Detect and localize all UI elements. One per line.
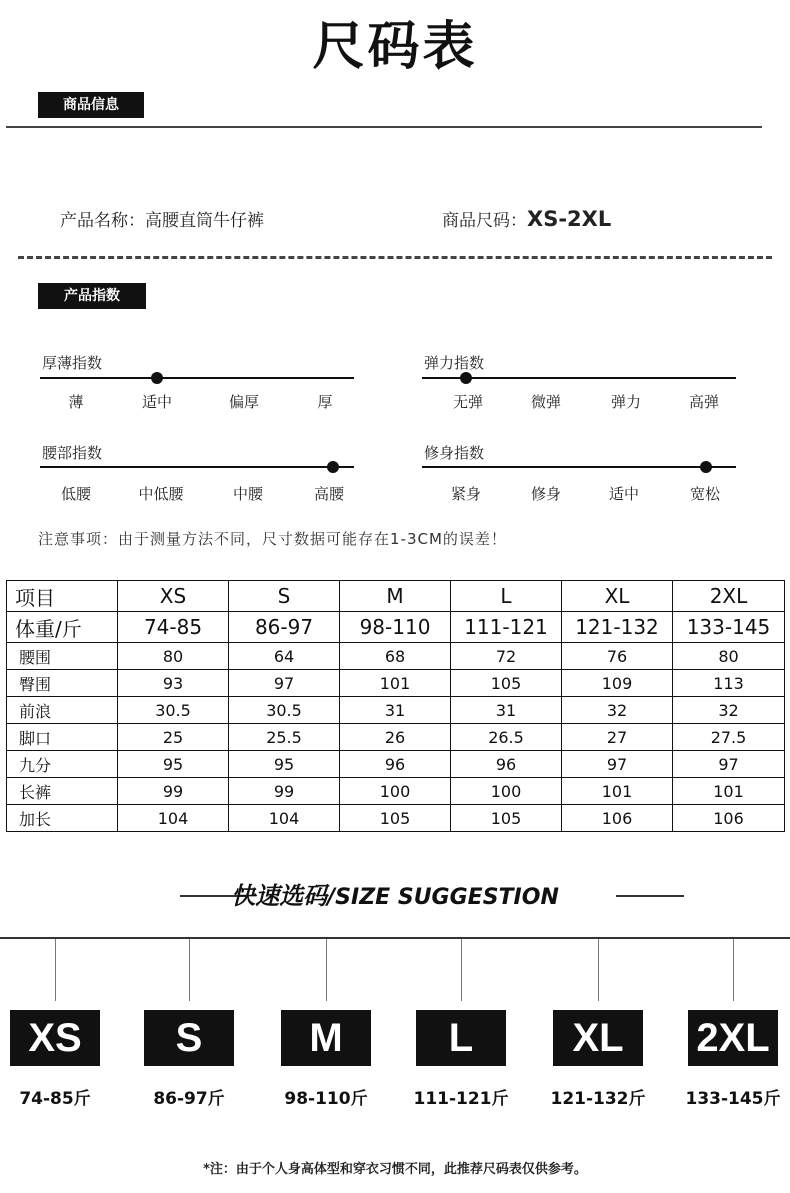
table-header-cell: 项目 [7, 581, 118, 612]
elasticity-option: 弹力 [610, 393, 641, 411]
table-cell: 105 [451, 805, 562, 832]
product-info-tag: 商品信息 [38, 92, 144, 118]
table-header-cell: 2XL [673, 581, 785, 612]
size-weight-s: 86-97斤 [153, 1089, 225, 1109]
size-tick [461, 939, 462, 1001]
table-cell: 26 [340, 724, 451, 751]
table-cell: 109 [562, 670, 673, 697]
thickness-option: 适中 [141, 393, 172, 411]
waist-index-marker [327, 461, 339, 473]
waist-option: 中低腰 [138, 485, 184, 503]
table-header-cell: XS [118, 581, 229, 612]
table-cell: 97 [562, 751, 673, 778]
table-cell: 99 [229, 778, 340, 805]
table-cell: 86-97 [229, 612, 340, 643]
size-box-xl: XL [553, 1010, 643, 1066]
table-cell: 105 [451, 670, 562, 697]
table-cell: 脚口 [7, 724, 118, 751]
table-cell: 27.5 [673, 724, 785, 751]
product-name [60, 206, 264, 231]
thickness-index-marker [151, 372, 163, 384]
table-cell: 74-85 [118, 612, 229, 643]
fit-option: 紧身 [450, 485, 481, 503]
dashed-divider [18, 256, 772, 259]
table-header-row [7, 581, 785, 612]
elasticity-option: 高弹 [688, 393, 719, 411]
table-header-cell: M [340, 581, 451, 612]
table-cell: 80 [673, 643, 785, 670]
product-index-tag: 产品指数 [38, 283, 146, 309]
table-row [7, 670, 785, 697]
size-suggestion-title-cn: 快速选码 [231, 882, 328, 910]
table-cell: 100 [340, 778, 451, 805]
measurement-notice: 注意事项：由于测量方法不同，尺寸数据可能存在1-3CM的误差！ [38, 530, 507, 548]
size-box-l: L [416, 1010, 506, 1066]
size-box-2xl: 2XL [688, 1010, 778, 1066]
table-cell: 96 [340, 751, 451, 778]
size-weight-m: 98-110斤 [284, 1089, 368, 1109]
table-cell: 25.5 [229, 724, 340, 751]
table-header-cell: L [451, 581, 562, 612]
table-cell: 30.5 [229, 697, 340, 724]
table-cell: 95 [118, 751, 229, 778]
table-cell: 80 [118, 643, 229, 670]
table-row [7, 751, 785, 778]
table-cell: 101 [673, 778, 785, 805]
table-cell: 93 [118, 670, 229, 697]
table-cell: 104 [118, 805, 229, 832]
table-cell: 99 [118, 778, 229, 805]
table-cell: 76 [562, 643, 673, 670]
table-cell: 105 [340, 805, 451, 832]
size-box-s: S [144, 1010, 234, 1066]
product-size-label: 商品尺码： [442, 211, 527, 231]
size-weight-2xl: 133-145斤 [685, 1089, 781, 1109]
table-cell: 27 [562, 724, 673, 751]
thickness-option: 厚 [317, 393, 333, 411]
table-cell: 106 [562, 805, 673, 832]
table-cell: 95 [229, 751, 340, 778]
size-tick [189, 939, 190, 1001]
size-weight-xs: 74-85斤 [19, 1089, 91, 1109]
table-cell: 九分 [7, 751, 118, 778]
table-cell: 体重/斤 [7, 612, 118, 643]
fit-index-marker [700, 461, 712, 473]
table-header-cell: XL [562, 581, 673, 612]
table-header-cell: S [229, 581, 340, 612]
table-cell: 25 [118, 724, 229, 751]
fit-index-label: 修身指数 [424, 444, 485, 462]
table-cell: 68 [340, 643, 451, 670]
elasticity-option: 微弹 [530, 393, 561, 411]
table-cell: 113 [673, 670, 785, 697]
thickness-option: 薄 [68, 393, 84, 411]
page-title: 尺码表 [312, 17, 478, 77]
waist-option: 高腰 [313, 485, 344, 503]
suggestion-footnote: *注：由于个人身高体型和穿衣习惯不同，此推荐尺码表仅供参考。 [203, 1162, 587, 1177]
thickness-index-label: 厚薄指数 [42, 354, 103, 372]
table-row [7, 778, 785, 805]
table-row [7, 697, 785, 724]
size-suggestion-title-en: /SIZE SUGGESTION [327, 885, 559, 910]
size-box-xs: XS [10, 1010, 100, 1066]
table-cell: 101 [340, 670, 451, 697]
fit-option: 修身 [530, 485, 561, 503]
size-tick [733, 939, 734, 1001]
table-cell: 72 [451, 643, 562, 670]
product-size [442, 206, 611, 231]
table-row [7, 643, 785, 670]
table-cell: 31 [451, 697, 562, 724]
table-cell: 121-132 [562, 612, 673, 643]
suggestion-rule [0, 937, 790, 939]
size-tick [598, 939, 599, 1001]
table-cell: 长裤 [7, 778, 118, 805]
table-cell: 96 [451, 751, 562, 778]
waist-index-label: 腰部指数 [42, 444, 103, 462]
size-tick [326, 939, 327, 1001]
table-cell: 97 [229, 670, 340, 697]
size-table [6, 580, 785, 832]
table-cell: 腰围 [7, 643, 118, 670]
table-cell: 加长 [7, 805, 118, 832]
table-row [7, 805, 785, 832]
table-cell: 100 [451, 778, 562, 805]
product-name-label: 产品名称： [60, 211, 145, 231]
size-weight-xl: 121-132斤 [550, 1089, 646, 1109]
elasticity-option: 无弹 [452, 393, 483, 411]
table-cell: 31 [340, 697, 451, 724]
table-cell: 106 [673, 805, 785, 832]
product-name-value: 高腰直筒牛仔裤 [145, 211, 264, 231]
size-tick [55, 939, 56, 1001]
thickness-option: 偏厚 [228, 393, 259, 411]
fit-index-scale [422, 466, 736, 468]
table-cell: 98-110 [340, 612, 451, 643]
elasticity-index-marker [460, 372, 472, 384]
table-cell: 133-145 [673, 612, 785, 643]
size-box-m: M [281, 1010, 371, 1066]
table-cell: 111-121 [451, 612, 562, 643]
section-divider [6, 126, 762, 128]
size-weight-l: 111-121斤 [413, 1089, 509, 1109]
table-cell: 101 [562, 778, 673, 805]
table-cell: 臀围 [7, 670, 118, 697]
table-cell: 64 [229, 643, 340, 670]
product-size-value: XS-2XL [527, 207, 612, 231]
thickness-index-scale [40, 377, 354, 379]
fit-option: 适中 [608, 485, 639, 503]
table-cell: 前浪 [7, 697, 118, 724]
table-cell: 104 [229, 805, 340, 832]
table-cell: 26.5 [451, 724, 562, 751]
fit-option: 宽松 [689, 485, 720, 503]
table-cell: 97 [673, 751, 785, 778]
size-suggestion-title [0, 876, 790, 911]
table-weight-row [7, 612, 785, 643]
table-cell: 30.5 [118, 697, 229, 724]
elasticity-index-label: 弹力指数 [424, 354, 485, 372]
waist-index-scale [40, 466, 354, 468]
waist-option: 低腰 [60, 485, 91, 503]
table-cell: 32 [673, 697, 785, 724]
table-row [7, 724, 785, 751]
table-cell: 32 [562, 697, 673, 724]
waist-option: 中腰 [232, 485, 263, 503]
